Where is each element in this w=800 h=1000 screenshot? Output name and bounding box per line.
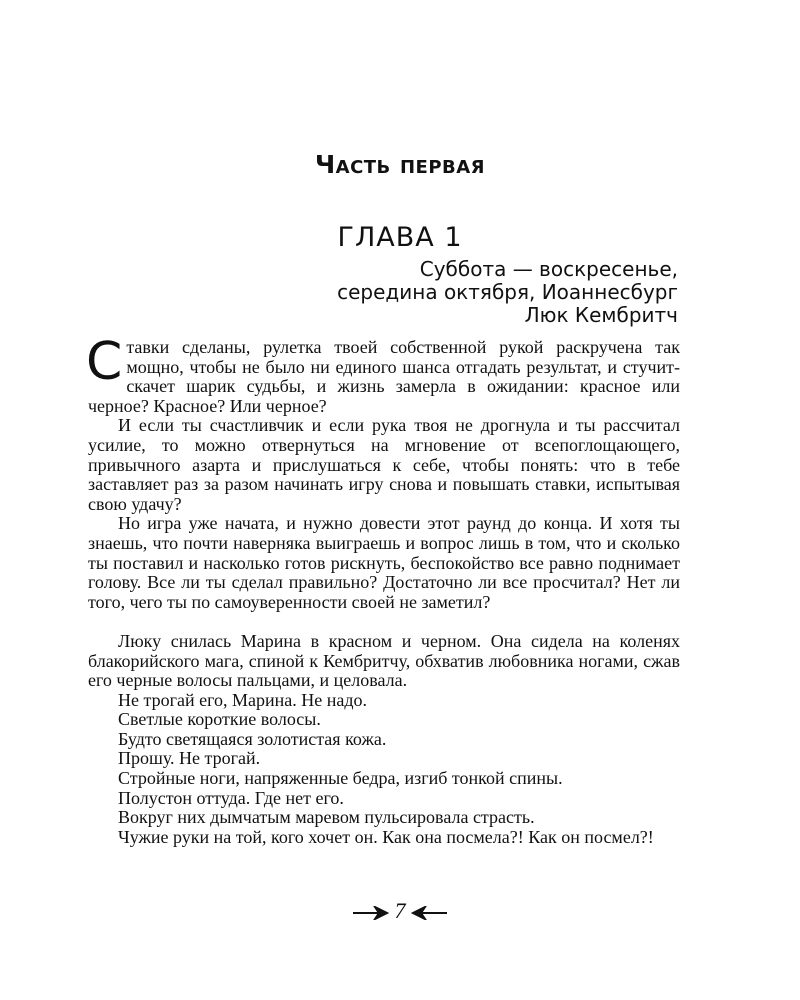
paragraph: Стройные ноги, напряженные бедра, изгиб тонкой спины. <box>118 768 563 789</box>
paragraph: Прошу. Не трогай. <box>118 748 261 769</box>
epigraph-line: середина октября, Иоаннесбург <box>337 280 678 304</box>
paragraph <box>86 332 680 416</box>
paragraph: Полустон оттуда. Где нет его. <box>118 787 344 808</box>
paragraph: Вокруг них дымчатым маревом пульсировала страсть. <box>118 807 535 828</box>
paragraph-text: тавки сделаны, рулетка твоей собственной рукой раскручена так мощно, чтобы не было ни единого шанса отгадать результат, и стучит-скачет шарик судьбы, и жизнь замерла в ожидании: красное или черное? Красное? Или черное? <box>88 337 680 416</box>
epigraph <box>337 258 678 327</box>
ornament-left-icon <box>353 906 389 920</box>
paragraph: Но игра уже начата, и нужно довести этот раунд до конца. И хотя ты знаешь, что почти наверняка выиграешь и вопрос лишь в том, что и сколько ты поставил и насколько готов рискнуть, беспокойство все равно поднимает голову. Все ли ты сделал правильно? Достаточно ли все просчитал? Нет ли того, чего ты по самоуверенности своей не заметил? <box>88 513 680 612</box>
drop-cap: С <box>86 332 123 392</box>
page-footer <box>0 898 800 924</box>
paragraph: Не трогай его, Марина. Не надо. <box>118 689 368 710</box>
paragraph: И если ты счастливчик и если рука твоя не дрогнула и ты рассчитал усилие, то можно отвернуться на мгновение от всепоглощающего, привычного азарта и прислушаться к себе, чтобы понять: что в тебе заставляет раз за разом начинать игру снова и повышать ставки, испытывая свою удачу? <box>88 415 680 514</box>
chapter-title: ГЛАВА 1 <box>337 222 463 253</box>
paragraph: Будто светящаяся золотистая кожа. <box>118 728 387 749</box>
page-number: 7 <box>394 898 406 923</box>
ornament-right-icon <box>411 906 447 920</box>
epigraph-line: Люк Кембритч <box>524 303 678 327</box>
epigraph-line: Суббота — воскресенье, <box>419 257 678 281</box>
body-text <box>86 332 680 847</box>
paragraph: Люку снилась Марина в красном и черном. Она сидела на коленях блакорийского мага, спиной к Кембритчу, обхватив любовника ногами, сжав его черные волосы пальцами, и целовала. <box>88 630 680 691</box>
paragraph: Светлые короткие волосы. <box>118 709 321 730</box>
paragraph: Чужие руки на той, кого хочет он. Как она посмела?! Как он посмел?! <box>118 826 654 847</box>
part-title: Часть первая <box>314 150 486 179</box>
